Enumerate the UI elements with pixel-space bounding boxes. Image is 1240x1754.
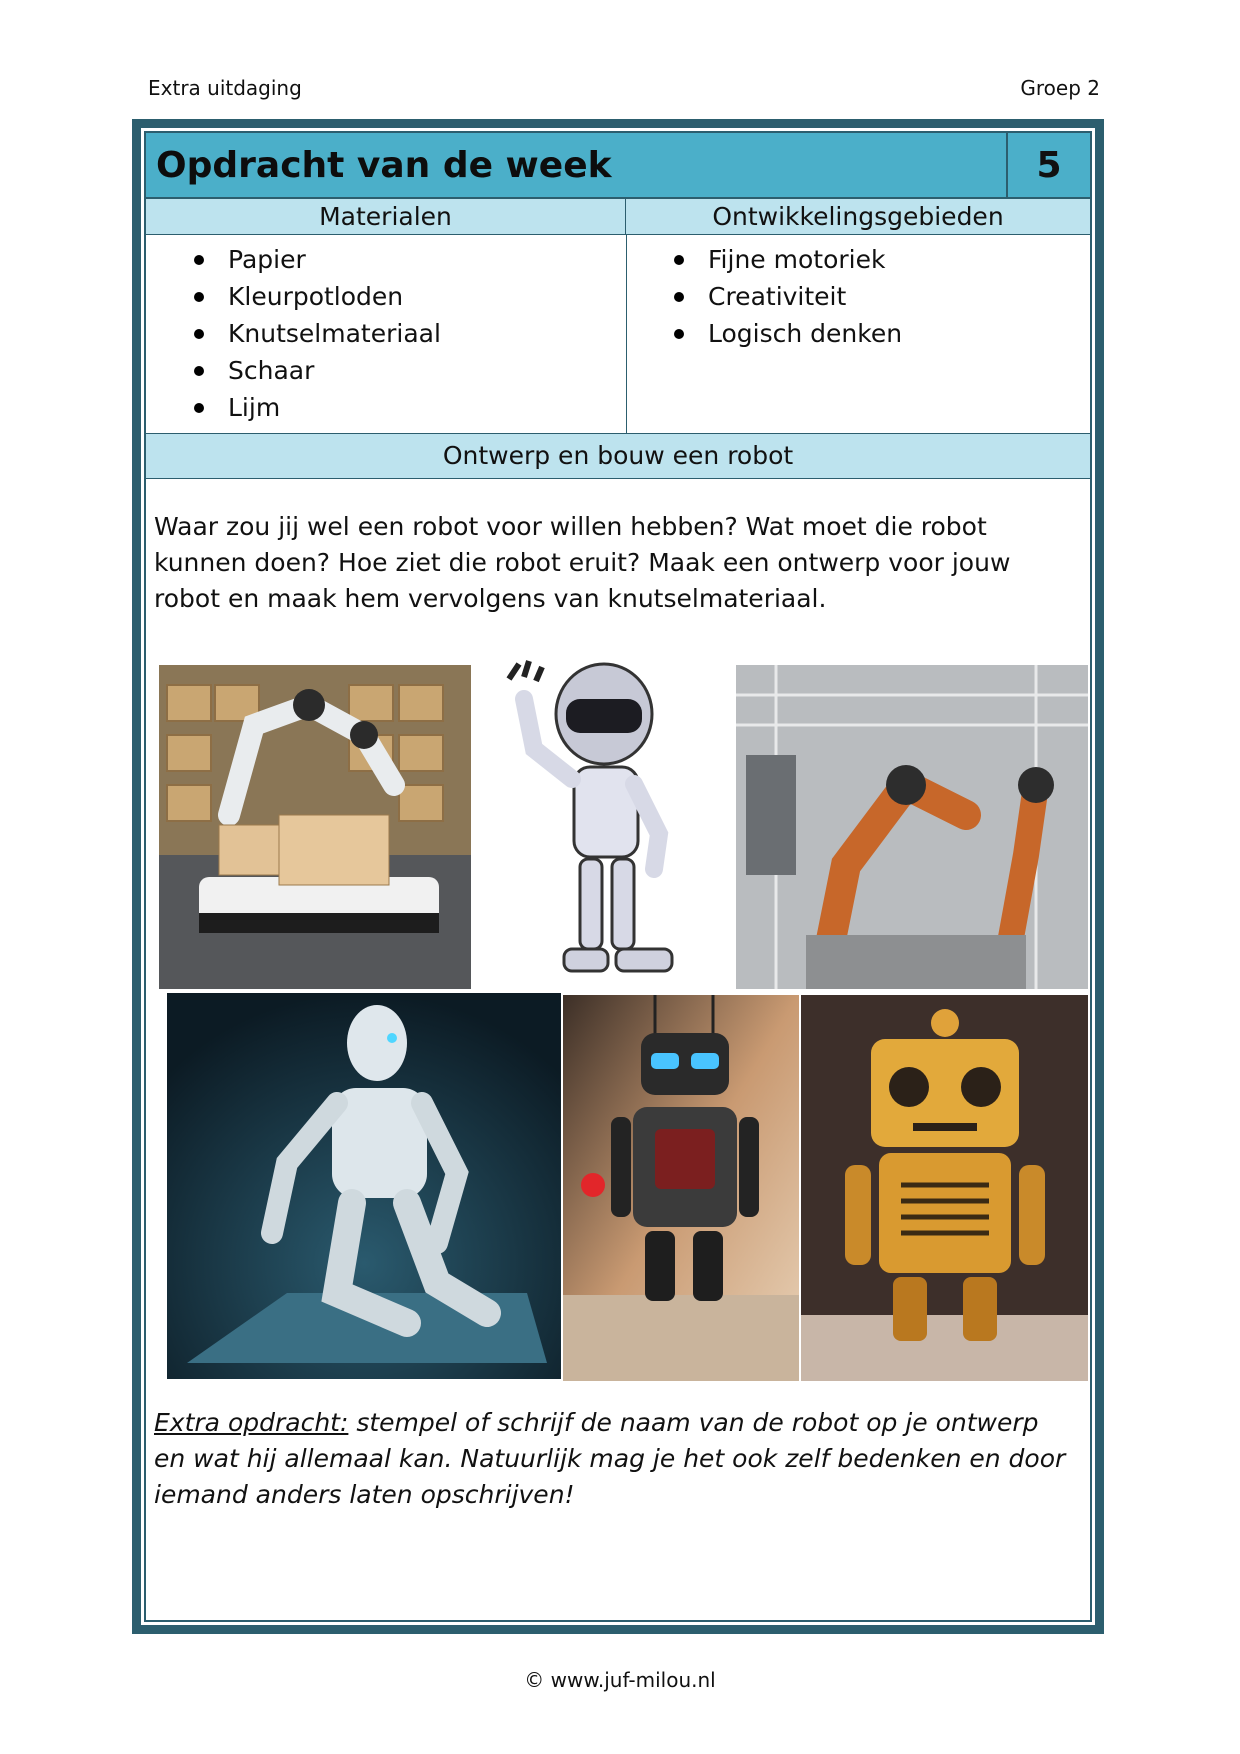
list-item: Creativiteit (626, 278, 902, 315)
golden-robot-image (801, 995, 1088, 1381)
title-bar (146, 133, 1090, 199)
list-item: Schaar (146, 352, 441, 389)
list-item: Logisch denken (626, 315, 902, 352)
activity-intro: Waar zou jij wel een robot voor willen hebben? Wat moet die robot kunnen doen? Hoe ziet die robot eruit? Maak een ontwerp voor jouw robot en maak hem vervolgens van knutselmateriaal. (154, 512, 1011, 613)
extra-task-label: Extra opdracht: (154, 1408, 349, 1437)
development-heading: Ontwikkelingsgebieden (626, 199, 1090, 235)
extra-task (154, 1405, 1066, 1513)
list-item: Papier (146, 241, 441, 278)
humanoid-robot-image (167, 993, 561, 1379)
week-number: 5 (1036, 145, 1062, 186)
development-list (626, 241, 902, 352)
materials-heading: Materialen (146, 199, 626, 235)
list-item: Kleurpotloden (146, 278, 441, 315)
worksheet-frame (132, 119, 1104, 1634)
header-right-text: Groep 2 (1020, 76, 1100, 100)
warehouse-robot-image (159, 665, 471, 989)
list-item: Lijm (146, 389, 441, 426)
week-number-cell (1006, 133, 1090, 197)
materials-list (146, 241, 441, 426)
header-left-text: Extra uitdaging (148, 76, 302, 100)
footer-copyright: © www.juf-milou.nl (524, 1668, 716, 1692)
extra-task-text: stempel of schrijf de naam van de robot op je ontwerp en wat hij allemaal kan. Natuurlijk mag je het ook zelf bedenken en door iemand anders laten opschrijven! (154, 1408, 1066, 1509)
worksheet-inner (144, 131, 1092, 1622)
page-title: Opdracht van de week (156, 145, 612, 186)
list-item: Knutselmateriaal (146, 315, 441, 352)
list-item: Fijne motoriek (626, 241, 902, 278)
industrial-robots-image (736, 665, 1088, 989)
small-dark-robot-image (563, 995, 799, 1381)
activity-heading: Ontwerp en bouw een robot (146, 433, 1090, 479)
waving-robot-image (484, 659, 724, 989)
